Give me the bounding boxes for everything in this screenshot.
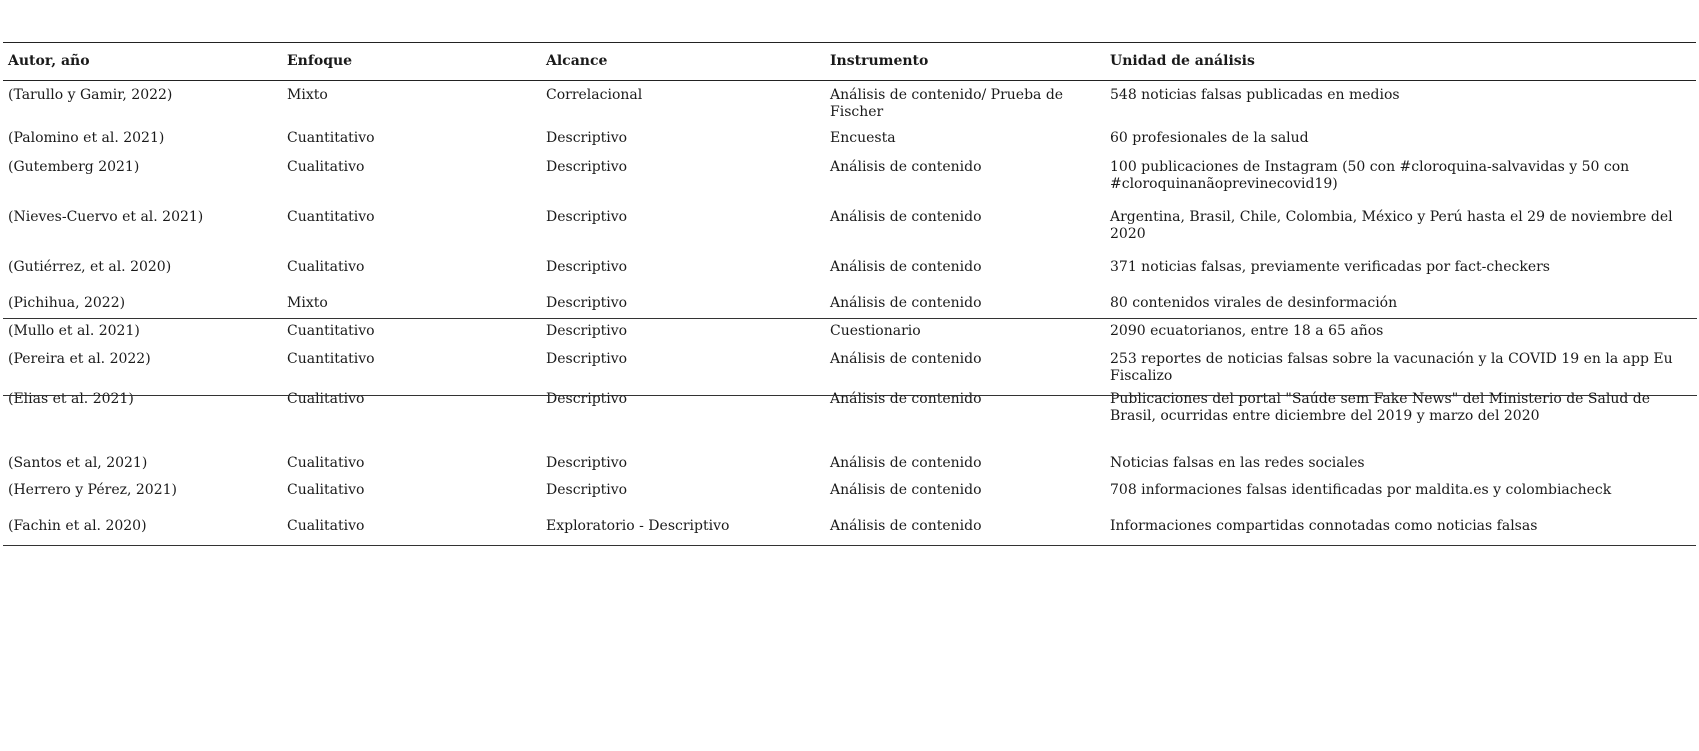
cell-approach: Cualitativo (287, 158, 365, 175)
cell-instrument: Análisis de contenido (830, 390, 982, 407)
cell-author-year: (Gutemberg 2021) (8, 158, 140, 175)
cell-instrument: Análisis de contenido (830, 258, 982, 275)
table-row (3, 124, 1696, 153)
cell-author-year: (Elias et al. 2021) (8, 390, 134, 407)
cell-author-year: (Palomino et al. 2021) (8, 129, 165, 146)
cell-author-year: (Herrero y Pérez, 2021) (8, 481, 177, 498)
cell-unit-of-analysis: Noticias falsas en las redes sociales (1110, 454, 1365, 471)
cell-instrument: Análisis de contenido (825, 512, 1105, 546)
cell-scope: Descriptivo (546, 350, 628, 367)
cell-unit-of-analysis: 548 noticias falsas publicadas en medios (1110, 87, 1400, 103)
header-author-year: Autor, año (3, 43, 282, 81)
studies-table (3, 42, 1696, 546)
cell-unit-of-analysis: 2090 ecuatorianos, entre 18 a 65 años (1110, 322, 1384, 339)
cell-instrument: Análisis de contenido (830, 481, 982, 498)
cell-approach: Cualitativo (287, 454, 365, 471)
cell-instrument: Análisis de contenido (830, 294, 982, 311)
cell-unit-of-analysis: Argentina, Brasil, Chile, Colombia, México y Perú hasta el 29 de noviembre del 2020 (1110, 208, 1673, 242)
cell-instrument: Análisis de contenido/ Prueba de Fischer (830, 87, 1064, 120)
table-row (3, 253, 1696, 289)
studies-table-container (3, 42, 1696, 546)
cell-instrument: Encuesta (830, 129, 896, 146)
cell-approach: Cualitativo (287, 258, 365, 275)
cell-approach: Cualitativo (282, 512, 541, 546)
cell-unit-of-analysis: Publicaciones del portal "Saúde sem Fake News" del Ministerio de Salud de Brasil, ocurridas entre diciembre del 2019 y marzo del 2020 (1110, 390, 1651, 424)
cell-scope: Descriptivo (546, 258, 628, 275)
table-row (3, 81, 1696, 124)
cell-approach: Cuantitativo (287, 208, 375, 225)
header-instrument: Instrumento (825, 43, 1105, 81)
cell-unit-of-analysis: 253 reportes de noticias falsas sobre la vacunación y la COVID 19 en la app Eu Fiscalizo (1110, 350, 1673, 384)
cell-approach: Cuantitativo (287, 350, 375, 367)
table-row (3, 449, 1696, 476)
cell-unit-of-analysis: 80 contenidos virales de desinformación (1110, 294, 1398, 311)
cell-scope: Descriptivo (546, 208, 628, 225)
header-row (3, 43, 1696, 81)
table-body (3, 81, 1696, 546)
cell-author-year: (Fachin et al. 2020) (3, 512, 282, 546)
cell-scope: Descriptivo (546, 454, 628, 471)
cell-scope: Descriptivo (546, 481, 628, 498)
cell-scope: Descriptivo (546, 158, 628, 175)
table-row (3, 203, 1696, 253)
cell-instrument: Análisis de contenido (830, 208, 982, 225)
table-row (3, 153, 1696, 203)
cell-unit-of-analysis: 100 publicaciones de Instagram (50 con #cloroquina-salvavidas y 50 con #cloroquinanãoprevinecovid19) (1110, 158, 1630, 192)
cell-approach: Mixto (287, 294, 328, 311)
cell-scope: Exploratorio - Descriptivo (541, 512, 825, 546)
cell-scope: Descriptivo (546, 294, 628, 311)
cell-author-year: (Pichihua, 2022) (8, 294, 126, 311)
cell-scope: Descriptivo (546, 322, 628, 339)
cell-author-year: (Gutiérrez, et al. 2020) (8, 258, 172, 275)
cell-author-year: (Mullo et al. 2021) (8, 322, 140, 339)
cell-instrument: Análisis de contenido (830, 158, 982, 175)
header-scope: Alcance (541, 43, 825, 81)
cell-instrument: Análisis de contenido (830, 454, 982, 471)
cell-approach: Cuantitativo (287, 129, 375, 146)
cell-unit-of-analysis: 60 profesionales de la salud (1110, 129, 1309, 146)
cell-unit-of-analysis: 371 noticias falsas, previamente verificadas por fact-checkers (1110, 258, 1550, 275)
cell-unit-of-analysis: 708 informaciones falsas identificadas por maldita.es y colombiacheck (1110, 481, 1612, 498)
cell-author-year: (Pereira et al. 2022) (8, 350, 151, 367)
row-divider (3, 395, 1697, 396)
cell-instrument: Análisis de contenido (830, 350, 982, 367)
table-row (3, 345, 1696, 385)
table-row (3, 317, 1696, 345)
cell-approach: Cuantitativo (287, 322, 375, 339)
cell-scope: Descriptivo (546, 129, 628, 146)
table-row (3, 476, 1696, 512)
cell-unit-of-analysis: Informaciones compartidas connotadas como noticias falsas (1105, 512, 1696, 546)
cell-approach: Cualitativo (287, 481, 365, 498)
header-approach: Enfoque (282, 43, 541, 81)
cell-author-year: (Santos et al, 2021) (8, 454, 148, 471)
cell-instrument: Cuestionario (830, 322, 921, 339)
table-header (3, 43, 1696, 81)
cell-author-year: (Nieves-Cuervo et al. 2021) (8, 208, 204, 225)
cell-author-year: (Tarullo y Gamir, 2022) (8, 87, 173, 103)
cell-scope: Descriptivo (546, 390, 628, 407)
table-row (3, 512, 1696, 546)
header-unit-of-analysis: Unidad de análisis (1105, 43, 1696, 81)
cell-approach: Cualitativo (287, 390, 365, 407)
cell-approach: Mixto (287, 87, 328, 103)
row-divider (3, 318, 1697, 319)
cell-scope: Correlacional (546, 87, 643, 103)
table-row (3, 289, 1696, 317)
